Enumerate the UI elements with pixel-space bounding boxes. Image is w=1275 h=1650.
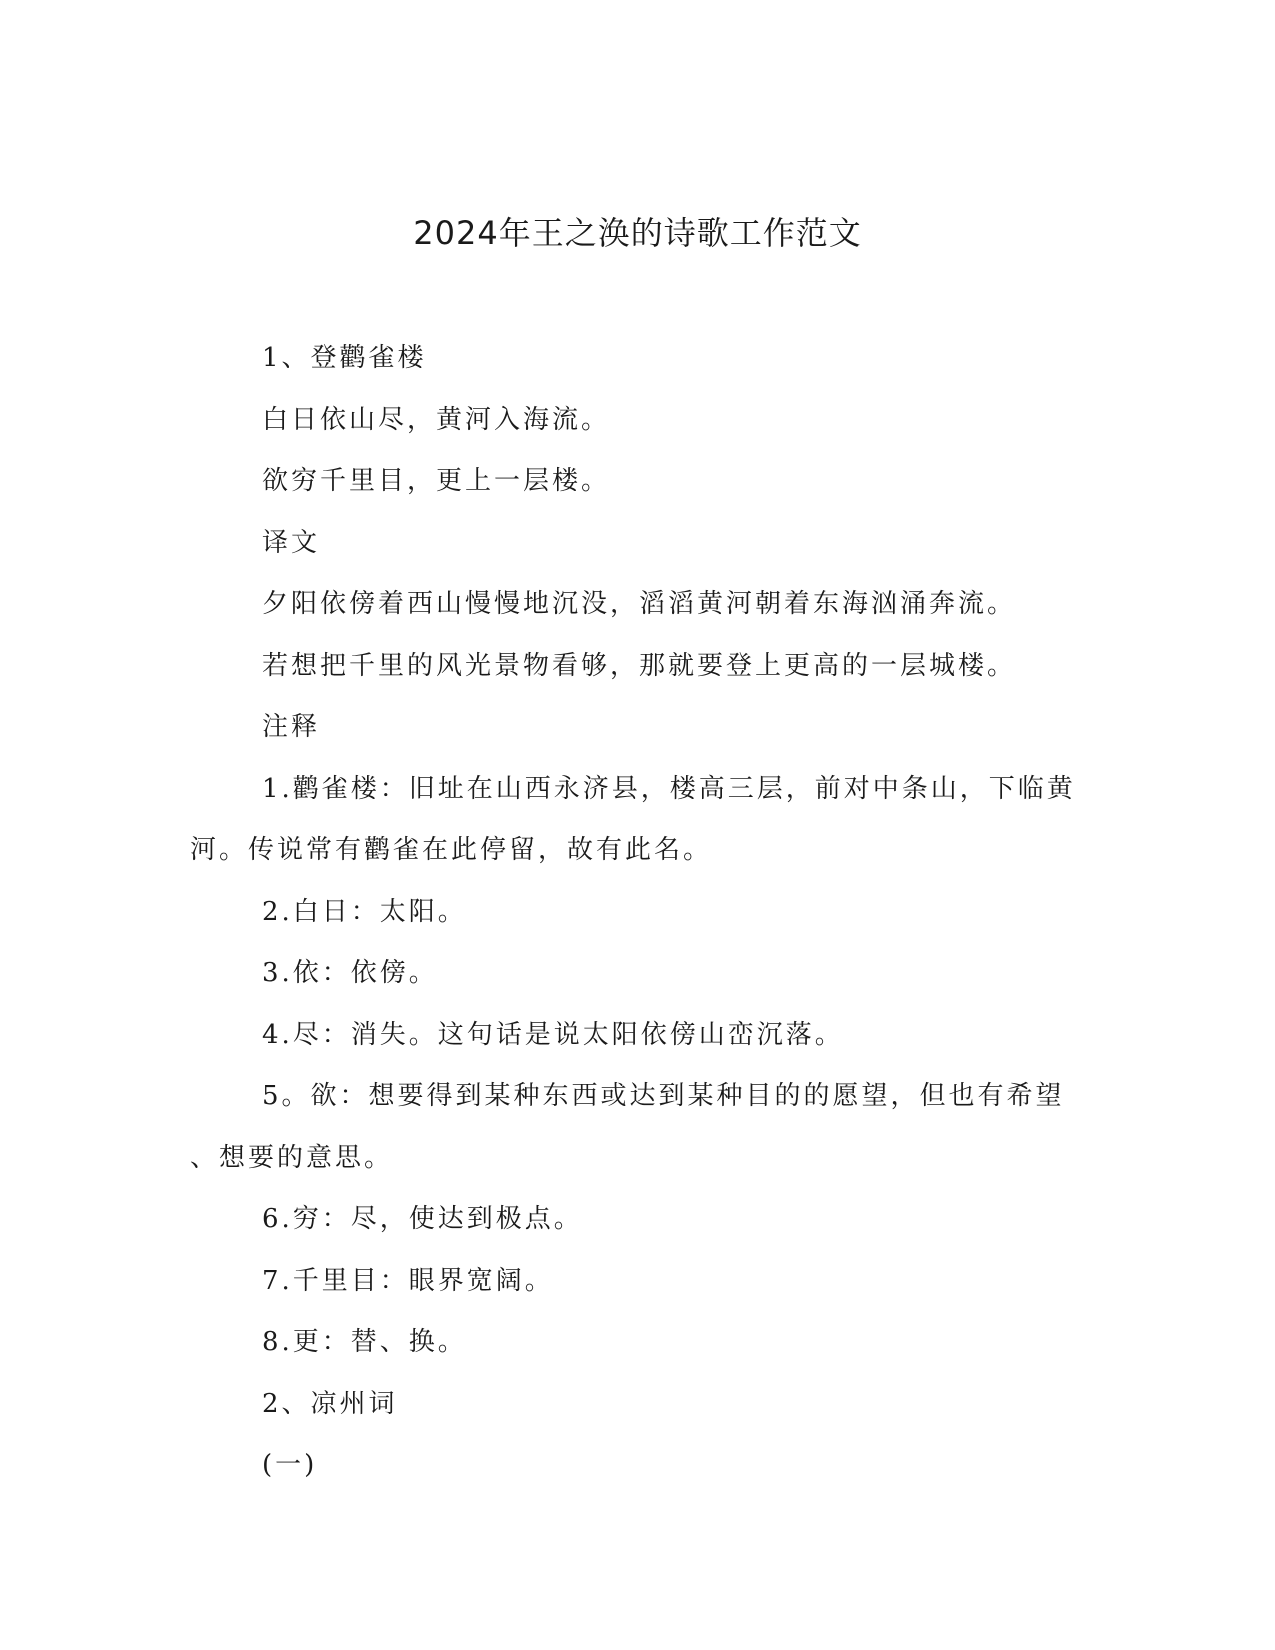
text-line: 7.千里目：眼界宽阔。 xyxy=(262,1265,554,1296)
text-line: 8.更：替、换。 xyxy=(262,1327,467,1357)
text-line: 5。欲：想要得到某种东西或达到某种目的的愿望，但也有希望 xyxy=(262,1081,1065,1111)
text-line: 6.穷：尽，使达到极点。 xyxy=(262,1204,583,1234)
text-line: 若想把千里的风光景物看够，那就要登上更高的一层城楼。 xyxy=(262,650,1017,681)
text-line: 白日依山尽，黄河入海流。 xyxy=(262,404,611,435)
text-line: 河。传说常有鹳雀在此停留，故有此名。 xyxy=(190,835,713,865)
text-line: 欲穷千里目，更上一层楼。 xyxy=(262,466,611,496)
text-line: 注释 xyxy=(262,712,321,742)
text-line: 1.鹳雀楼：旧址在山西永济县，楼高三层，前对中条山，下临黄 xyxy=(262,773,1076,804)
text-line: 1、登鹳雀楼 xyxy=(262,343,427,373)
text-line: 译文 xyxy=(262,527,321,558)
text-line: 、想要的意思。 xyxy=(190,1142,394,1173)
text-line: 3.依：依傍。 xyxy=(262,958,438,988)
text-line: (一) xyxy=(262,1450,318,1480)
text-line: 2.白日：太阳。 xyxy=(262,896,467,927)
text-line: 2、凉州词 xyxy=(262,1388,398,1419)
document-body xyxy=(190,328,1076,1497)
document-title: 2024年王之涣的诗歌工作范文 xyxy=(413,214,862,252)
text-line: 4.尽：消失。这句话是说太阳依傍山峦沉落。 xyxy=(262,1019,844,1050)
text-line: 夕阳依傍着西山慢慢地沉没，滔滔黄河朝着东海汹涌奔流。 xyxy=(262,589,1017,619)
